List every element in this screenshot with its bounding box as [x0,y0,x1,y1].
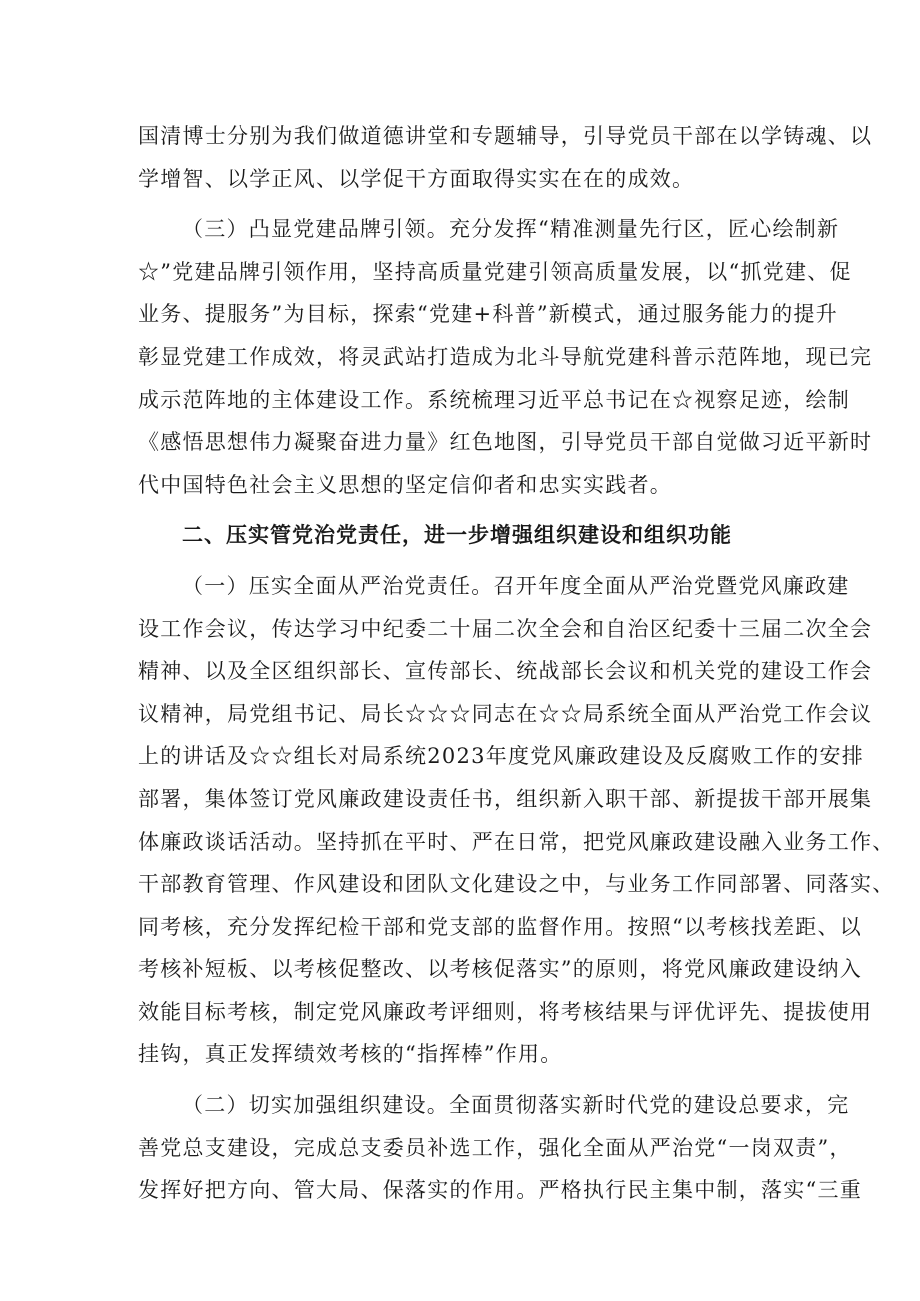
text-line: 干部教育管理、作风建设和团队文化建设之中，与业务工作同部署、同落实、 [138,872,895,897]
text-line: 效能目标考核，制定党风廉政考评细则，将考核结果与评优评先、提拔使用 [138,999,873,1024]
text-line: 议精神，局党组书记、局长☆☆☆同志在☆☆局系统全面从严治党工作会议 [138,701,873,726]
text-line: 同考核，充分发挥纪检干部和党支部的监督作用。按照“以考核找差距、以 [138,914,862,939]
paragraph-start-line: （一）压实全面从严治党责任。召开年度全面从严治党暨党风廉政建 [182,573,850,598]
text-line: 《感悟思想伟力凝聚奋进力量》红色地图，引导党员干部自觉做习近平新时 [138,430,873,455]
text-line: 善党总支建设，完成总支委员补选工作，强化全面从严治党“一岗双责”， [138,1135,852,1160]
text-line: 代中国特色社会主义思想的坚定信仰者和忠实实践者。 [138,472,672,497]
section-heading: 二、压实管党治党责任，进一步增强组织建设和组织功能 [182,523,732,548]
paragraph-start-line: （二）切实加强组织建设。全面贯彻落实新时代党的建设总要求，完 [182,1093,850,1118]
paragraph-gap [138,200,788,208]
text-line: 彰显党建工作成效，将灵武站打造成为北斗导航党建科普示范阵地，现已完 [138,344,873,369]
text-line: 设工作会议，传达学习中纪委二十届二次全会和自治区纪委十三届二次全会 [138,616,873,641]
text-line: 上的讲话及☆☆组长对局系统2023年度党风廉政建设及反腐败工作的安排 [138,744,864,769]
paragraph-gap [138,557,788,565]
text-line: 业务、提服务”为目标，探索“党建+科普”新模式，通过服务能力的提升 [138,302,839,327]
text-line: 发挥好把方向、管大局、保落实的作用。严格执行民主集中制，落实“三重 [138,1178,862,1203]
text-line: 体廉政谈话活动。坚持抓在平时、严在日常，把党风廉政建设融入业务工作、 [138,829,895,854]
text-line: 精神、以及全区组织部长、宣传部长、统战部长会议和机关党的建设工作会 [138,659,873,684]
paragraph-gap [138,1076,788,1084]
text-line: 部署，集体签订党风廉政建设责任书，组织新入职干部、新提拔干部开展集 [138,786,873,811]
text-line: 国清博士分别为我们做道德讲堂和专题辅导，引导党员干部在以学铸魂、以 [138,124,873,148]
text-line: 成示范阵地的主体建设工作。系统梳理习近平总书记在☆视察足迹，绘制 [138,387,850,412]
paragraph-start-line: （三）凸显党建品牌引领。充分发挥“精准测量先行区，匠心绘制新 [182,217,840,242]
text-line: 学增智、以学正风、以学促干方面取得实实在在的成效。 [138,166,695,191]
text-line: 考核补短板、以考核促整改、以考核促落实”的原则，将党风廉政建设纳入 [138,957,862,982]
text-line: ☆”党建品牌引领作用，坚持高质量党建引领高质量发展，以“抓党建、促 [138,259,852,284]
text-line: 挂钩，真正发挥绩效考核的“指挥棒”作用。 [138,1042,563,1067]
paragraph-gap [138,506,788,514]
